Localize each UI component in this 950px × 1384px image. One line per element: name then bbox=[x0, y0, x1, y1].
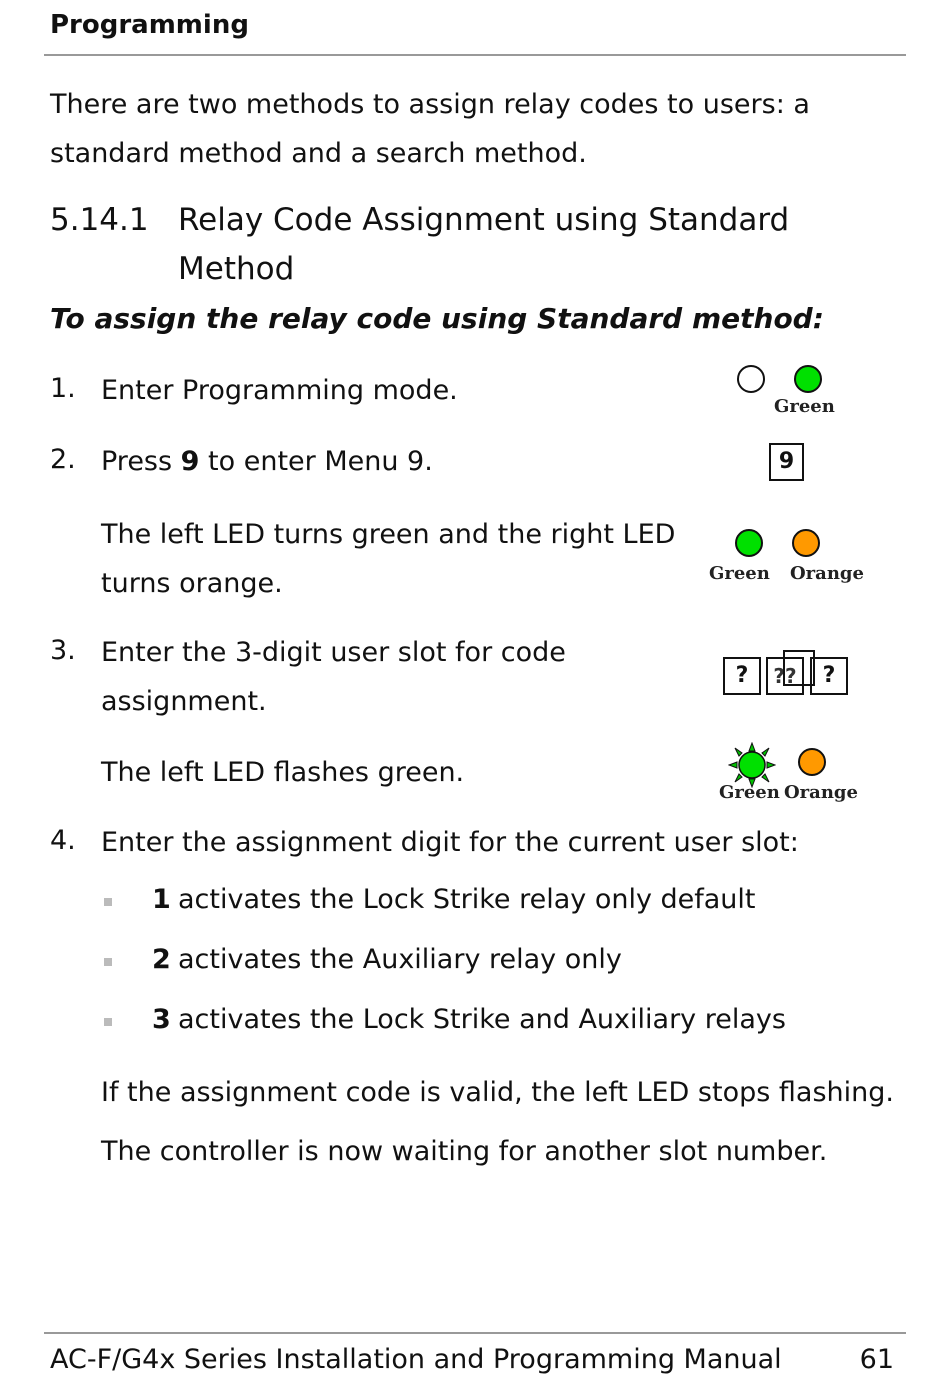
keypad-question-icon: ? bbox=[810, 657, 848, 695]
led-label-green: Green bbox=[774, 396, 835, 417]
led-orange-icon bbox=[792, 529, 820, 557]
step-text: Press 9 to enter Menu 9. bbox=[101, 446, 433, 477]
bullet-key: 1 bbox=[152, 884, 171, 915]
led-off-icon bbox=[737, 365, 765, 393]
section-title: Relay Code Assignment using Standard Method bbox=[178, 202, 790, 287]
step-note: The left LED turns green and the right LED turns orange. bbox=[101, 519, 676, 599]
led-indicator-step2 bbox=[706, 524, 866, 590]
step-note: The left LED flashes green. bbox=[101, 757, 465, 788]
led-indicator-step3 bbox=[716, 740, 856, 808]
step-number: 3. bbox=[50, 635, 76, 666]
step-number: 1. bbox=[50, 373, 76, 404]
bullet-text: activates the Lock Strike and Auxiliary relays bbox=[178, 1004, 786, 1035]
footer-divider bbox=[44, 1332, 906, 1334]
footer-title: AC-F/G4x Series Installation and Programming Manual bbox=[50, 1344, 782, 1375]
led-label-green: Green bbox=[709, 563, 770, 584]
step-text: Enter Programming mode. bbox=[101, 375, 458, 406]
led-indicator-step1 bbox=[728, 362, 848, 422]
led-green-icon bbox=[735, 529, 763, 557]
bullet-text: activates the Auxiliary relay only bbox=[178, 944, 622, 975]
bullet-key: 3 bbox=[152, 1004, 171, 1035]
keypad-9-icon: 9 bbox=[769, 443, 804, 481]
keypad-3-digit-icon bbox=[722, 648, 852, 700]
bullet-marker bbox=[104, 898, 112, 906]
step-text: Enter the 3-digit user slot for code assignment. bbox=[101, 637, 566, 717]
step-text: Enter the assignment digit for the current user slot: bbox=[101, 827, 799, 858]
bullet-marker bbox=[104, 958, 112, 966]
intro-paragraph: There are two methods to assign relay codes to users: a standard method and a search method. bbox=[50, 89, 810, 169]
keypad-question-icon: ?? bbox=[766, 657, 804, 695]
header-divider bbox=[44, 54, 906, 56]
bullet-key: 2 bbox=[152, 944, 171, 975]
step-number: 2. bbox=[50, 444, 76, 475]
bullet-marker bbox=[104, 1018, 112, 1026]
page-number: 61 bbox=[859, 1344, 894, 1375]
led-orange-icon bbox=[798, 748, 826, 776]
led-label-green: Green bbox=[719, 782, 780, 803]
keypad-question-icon: ? bbox=[723, 657, 761, 695]
led-label-orange: Orange bbox=[790, 563, 864, 584]
bullet-text: activates the Lock Strike relay only default bbox=[178, 884, 756, 915]
procedure-title: To assign the relay code using Standard method: bbox=[50, 302, 824, 335]
section-number: 5.14.1 bbox=[50, 202, 149, 238]
led-green-icon bbox=[794, 365, 822, 393]
step-number: 4. bbox=[50, 825, 76, 856]
running-header: Programming bbox=[50, 10, 249, 40]
step-note: If the assignment code is valid, the left LED stops flashing. bbox=[101, 1077, 894, 1108]
led-label-orange: Orange bbox=[784, 782, 858, 803]
step-note: The controller is now waiting for another slot number. bbox=[101, 1136, 828, 1167]
